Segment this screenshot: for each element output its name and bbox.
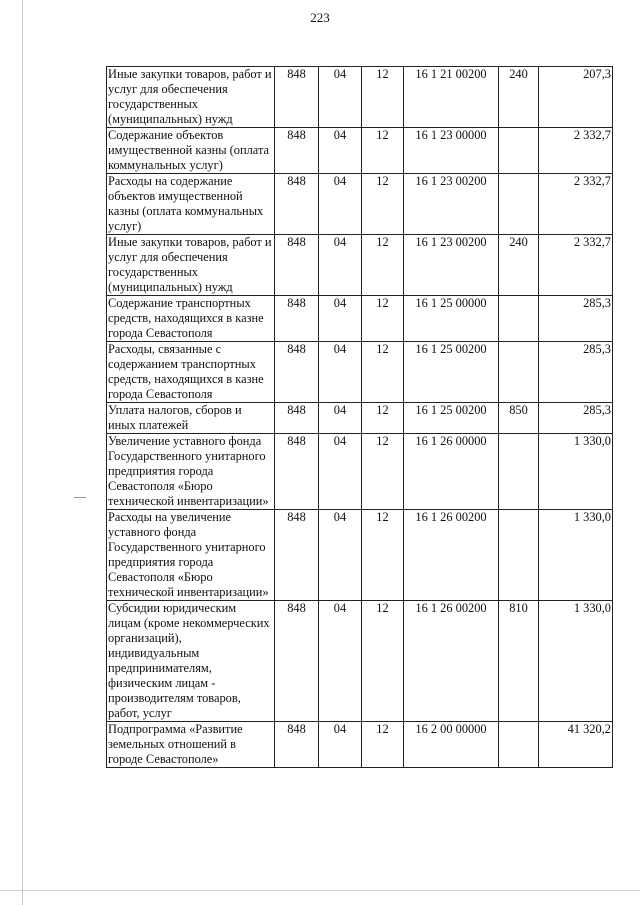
section-code-cell: 04 [319, 434, 362, 510]
scan-edge-left [22, 0, 23, 905]
expense-type-cell [499, 722, 539, 768]
section-code-cell: 04 [319, 510, 362, 601]
page-number: 223 [310, 10, 330, 25]
amount-cell: 41 320,2 [539, 722, 613, 768]
subsection-code-cell: 12 [362, 67, 404, 128]
expense-type-cell [499, 434, 539, 510]
table-row-7 [107, 403, 613, 434]
amount-cell: 1 330,0 [539, 434, 613, 510]
subsection-code-cell: 12 [362, 174, 404, 235]
department-code-cell: 848 [275, 235, 319, 296]
target-article-cell: 16 1 26 00200 [404, 601, 499, 722]
department-code-cell: 848 [275, 601, 319, 722]
amount-cell: 285,3 [539, 403, 613, 434]
section-code-cell: 04 [319, 601, 362, 722]
expense-type-cell [499, 296, 539, 342]
expense-name-cell: Расходы на увеличение уставного фонда Государственного унитарного предприятия города Севастополя «Бюро технической инвентаризации» [107, 510, 275, 601]
expense-name-cell: Содержание объектов имущественной казны (оплата коммунальных услуг) [107, 128, 275, 174]
amount-cell: 2 332,7 [539, 235, 613, 296]
expense-type-cell [499, 342, 539, 403]
amount-cell: 1 330,0 [539, 510, 613, 601]
expense-type-cell [499, 174, 539, 235]
expense-type-cell [499, 128, 539, 174]
target-article-cell: 16 1 21 00200 [404, 67, 499, 128]
table-row-10 [107, 601, 613, 722]
department-code-cell: 848 [275, 342, 319, 403]
target-article-cell: 16 1 26 00200 [404, 510, 499, 601]
section-code-cell: 04 [319, 174, 362, 235]
expense-name-cell: Иные закупки товаров, работ и услуг для обеспечения государственных (муниципальных) нужд [107, 67, 275, 128]
subsection-code-cell: 12 [362, 128, 404, 174]
table-row-6 [107, 342, 613, 403]
department-code-cell: 848 [275, 296, 319, 342]
table-row-1 [107, 67, 613, 128]
target-article-cell: 16 1 25 00000 [404, 296, 499, 342]
target-article-cell: 16 1 23 00200 [404, 235, 499, 296]
section-code-cell: 04 [319, 128, 362, 174]
amount-cell: 285,3 [539, 296, 613, 342]
subsection-code-cell: 12 [362, 434, 404, 510]
budget-table [106, 66, 613, 768]
department-code-cell: 848 [275, 510, 319, 601]
expense-name-cell: Уплата налогов, сборов и иных платежей [107, 403, 275, 434]
section-code-cell: 04 [319, 403, 362, 434]
expense-name-cell: Увеличение уставного фонда Государственного унитарного предприятия города Севастополя «Бюро технической инвентаризации» [107, 434, 275, 510]
table-row-11 [107, 722, 613, 768]
table-row-2 [107, 128, 613, 174]
section-code-cell: 04 [319, 296, 362, 342]
subsection-code-cell: 12 [362, 342, 404, 403]
scan-mark [74, 497, 86, 498]
amount-cell: 207,3 [539, 67, 613, 128]
table-row-8 [107, 434, 613, 510]
department-code-cell: 848 [275, 174, 319, 235]
section-code-cell: 04 [319, 67, 362, 128]
section-code-cell: 04 [319, 722, 362, 768]
expense-name-cell: Субсидии юридическим лицам (кроме некоммерческих организаций), индивидуальным предпринимателям, физическим лицам - производителям товаров, работ, услуг [107, 601, 275, 722]
expense-type-cell: 850 [499, 403, 539, 434]
amount-cell: 2 332,7 [539, 174, 613, 235]
target-article-cell: 16 1 25 00200 [404, 342, 499, 403]
expense-type-cell: 240 [499, 235, 539, 296]
table-row-9 [107, 510, 613, 601]
table-row-3 [107, 174, 613, 235]
amount-cell: 285,3 [539, 342, 613, 403]
section-code-cell: 04 [319, 342, 362, 403]
department-code-cell: 848 [275, 128, 319, 174]
target-article-cell: 16 1 26 00000 [404, 434, 499, 510]
target-article-cell: 16 1 23 00200 [404, 174, 499, 235]
subsection-code-cell: 12 [362, 235, 404, 296]
subsection-code-cell: 12 [362, 722, 404, 768]
target-article-cell: 16 1 25 00200 [404, 403, 499, 434]
amount-cell: 1 330,0 [539, 601, 613, 722]
target-article-cell: 16 2 00 00000 [404, 722, 499, 768]
section-code-cell: 04 [319, 235, 362, 296]
expense-type-cell [499, 510, 539, 601]
department-code-cell: 848 [275, 403, 319, 434]
department-code-cell: 848 [275, 722, 319, 768]
expense-type-cell: 810 [499, 601, 539, 722]
expense-name-cell: Содержание транспортных средств, находящихся в казне города Севастополя [107, 296, 275, 342]
expense-name-cell: Иные закупки товаров, работ и услуг для обеспечения государственных (муниципальных) нужд [107, 235, 275, 296]
table-body [107, 67, 613, 768]
subsection-code-cell: 12 [362, 601, 404, 722]
expense-name-cell: Подпрограмма «Развитие земельных отношений в городе Севастополе» [107, 722, 275, 768]
table-row-5 [107, 296, 613, 342]
department-code-cell: 848 [275, 434, 319, 510]
subsection-code-cell: 12 [362, 296, 404, 342]
table-row-4 [107, 235, 613, 296]
scan-edge-bottom [0, 890, 640, 891]
subsection-code-cell: 12 [362, 403, 404, 434]
amount-cell: 2 332,7 [539, 128, 613, 174]
subsection-code-cell: 12 [362, 510, 404, 601]
department-code-cell: 848 [275, 67, 319, 128]
expense-name-cell: Расходы на содержание объектов имущественной казны (оплата коммунальных услуг) [107, 174, 275, 235]
target-article-cell: 16 1 23 00000 [404, 128, 499, 174]
expense-type-cell: 240 [499, 67, 539, 128]
expense-name-cell: Расходы, связанные с содержанием транспортных средств, находящихся в казне города Севастополя [107, 342, 275, 403]
